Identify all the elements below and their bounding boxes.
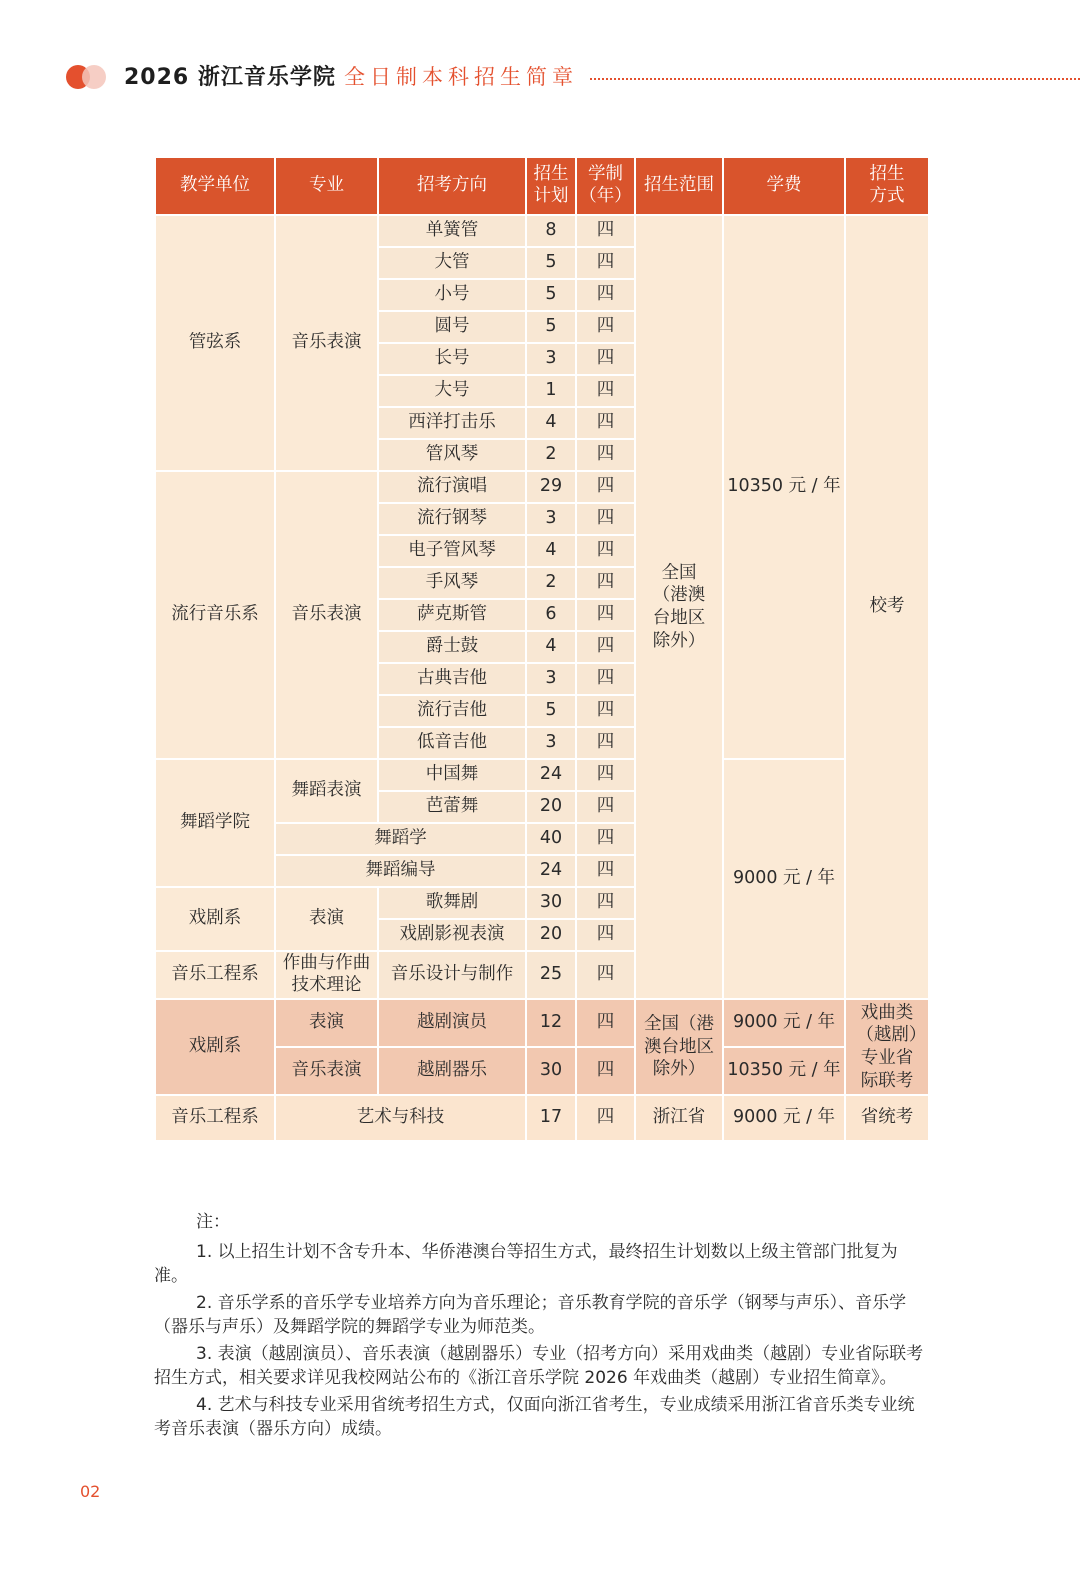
scope-text: 全国（港澳台地区除外） <box>652 562 706 651</box>
years-cell: 四 <box>576 471 635 503</box>
plan-cell: 24 <box>526 759 576 791</box>
major-cell: 舞蹈表演 <box>275 759 378 823</box>
years-cell: 四 <box>576 823 635 855</box>
direction-cell: 越剧器乐 <box>378 1047 526 1095</box>
major-cell: 音乐表演 <box>275 215 378 471</box>
plan-cell: 4 <box>526 407 576 439</box>
direction-cell: 低音吉他 <box>378 727 526 759</box>
header-unit: 教学单位 <box>155 157 275 215</box>
fee-cell: 9000 元 / 年 <box>723 759 845 999</box>
plan-cell: 6 <box>526 599 576 631</box>
plan-cell: 5 <box>526 279 576 311</box>
direction-cell: 大号 <box>378 375 526 407</box>
major-cell: 艺术与科技 <box>275 1095 526 1141</box>
direction-cell: 越剧演员 <box>378 999 526 1047</box>
direction-cell: 小号 <box>378 279 526 311</box>
years-cell: 四 <box>576 503 635 535</box>
years-cell: 四 <box>576 919 635 951</box>
fee-cell: 10350 元 / 年 <box>723 1047 845 1095</box>
header-fee: 学费 <box>723 157 845 215</box>
plan-cell: 12 <box>526 999 576 1047</box>
major-cell: 舞蹈编导 <box>275 855 526 887</box>
method-cell: 校考 <box>845 215 929 999</box>
note-item: 1. 以上招生计划不含专升本、华侨港澳台等招生方式，最终招生计划数以上级主管部门批复为准。 <box>154 1242 898 1286</box>
unit-cell: 管弦系 <box>155 215 275 471</box>
plan-cell: 17 <box>526 1095 576 1141</box>
direction-cell: 戏剧影视表演 <box>378 919 526 951</box>
note-item: 4. 艺术与科技专业采用省统考招生方式，仅面向浙江省考生，专业成绩采用浙江省音乐类专业统考音乐表演（器乐方向）成绩。 <box>154 1395 915 1439</box>
direction-cell: 管风琴 <box>378 439 526 471</box>
direction-cell: 单簧管 <box>378 215 526 247</box>
plan-cell: 20 <box>526 791 576 823</box>
years-cell: 四 <box>576 663 635 695</box>
plan-cell: 40 <box>526 823 576 855</box>
unit-cell: 戏剧系 <box>155 887 275 951</box>
scope-cell <box>635 999 723 1095</box>
header-title: 2026 浙江音乐学院 <box>124 65 336 90</box>
plan-cell: 25 <box>526 951 576 999</box>
header-dotted-line <box>590 78 1080 80</box>
years-cell: 四 <box>576 311 635 343</box>
years-cell: 四 <box>576 695 635 727</box>
unit-cell: 舞蹈学院 <box>155 759 275 887</box>
header-scope: 招生范围 <box>635 157 723 215</box>
notes-section <box>154 1210 928 1444</box>
years-cell: 四 <box>576 855 635 887</box>
years-cell: 四 <box>576 247 635 279</box>
plan-cell: 30 <box>526 887 576 919</box>
major-cell: 表演 <box>275 887 378 951</box>
plan-cell: 8 <box>526 215 576 247</box>
method-cell <box>845 999 929 1095</box>
direction-cell: 中国舞 <box>378 759 526 791</box>
years-cell: 四 <box>576 599 635 631</box>
direction-cell: 古典吉他 <box>378 663 526 695</box>
years-cell: 四 <box>576 1047 635 1095</box>
direction-cell: 手风琴 <box>378 567 526 599</box>
header-major: 专业 <box>275 157 378 215</box>
years-cell: 四 <box>576 279 635 311</box>
plan-cell: 3 <box>526 727 576 759</box>
direction-cell: 长号 <box>378 343 526 375</box>
years-cell: 四 <box>576 791 635 823</box>
years-cell: 四 <box>576 535 635 567</box>
direction-cell: 流行吉他 <box>378 695 526 727</box>
direction-cell: 西洋打击乐 <box>378 407 526 439</box>
unit-cell: 音乐工程系 <box>155 951 275 999</box>
direction-cell: 萨克斯管 <box>378 599 526 631</box>
plan-cell: 4 <box>526 535 576 567</box>
direction-cell: 大管 <box>378 247 526 279</box>
major-cell: 舞蹈学 <box>275 823 526 855</box>
direction-cell: 芭蕾舞 <box>378 791 526 823</box>
scope-cell <box>635 215 723 999</box>
page-header <box>62 58 1080 98</box>
header-method: 招生 方式 <box>845 157 929 215</box>
plan-cell: 3 <box>526 663 576 695</box>
fee-cell: 9000 元 / 年 <box>723 999 845 1047</box>
years-cell: 四 <box>576 1095 635 1141</box>
notes-heading: 注： <box>196 1212 230 1232</box>
plan-cell: 3 <box>526 503 576 535</box>
years-cell: 四 <box>576 343 635 375</box>
unit-cell: 音乐工程系 <box>155 1095 275 1141</box>
years-cell: 四 <box>576 999 635 1047</box>
table-row <box>155 999 929 1047</box>
method-text: 戏曲类（越剧）专业省际联考 <box>856 1002 918 1091</box>
years-cell: 四 <box>576 887 635 919</box>
major-cell: 音乐表演 <box>275 1047 378 1095</box>
fee-cell: 9000 元 / 年 <box>723 1095 845 1141</box>
scope-text: 全国（港澳台地区除外） <box>644 1013 714 1080</box>
plan-cell: 5 <box>526 311 576 343</box>
years-cell: 四 <box>576 567 635 599</box>
table-row <box>155 759 929 791</box>
enrollment-table <box>154 156 930 1142</box>
years-cell: 四 <box>576 631 635 663</box>
major-cell: 表演 <box>275 999 378 1047</box>
table-row <box>155 1095 929 1141</box>
plan-cell: 3 <box>526 343 576 375</box>
plan-cell: 2 <box>526 439 576 471</box>
plan-cell: 24 <box>526 855 576 887</box>
plan-cell: 29 <box>526 471 576 503</box>
direction-cell: 流行演唱 <box>378 471 526 503</box>
years-cell: 四 <box>576 951 635 999</box>
plan-cell: 1 <box>526 375 576 407</box>
years-cell: 四 <box>576 215 635 247</box>
years-cell: 四 <box>576 439 635 471</box>
plan-cell: 20 <box>526 919 576 951</box>
years-cell: 四 <box>576 407 635 439</box>
direction-cell: 音乐设计与制作 <box>378 951 526 999</box>
plan-cell: 5 <box>526 247 576 279</box>
direction-cell: 圆号 <box>378 311 526 343</box>
plan-cell: 30 <box>526 1047 576 1095</box>
direction-cell: 爵士鼓 <box>378 631 526 663</box>
plan-cell: 2 <box>526 567 576 599</box>
major-text: 作曲与作曲技术理论 <box>282 953 371 995</box>
years-cell: 四 <box>576 375 635 407</box>
note-item: 3. 表演（越剧演员）、音乐表演（越剧器乐）专业（招考方向）采用戏曲类（越剧）专业省际联考招生方式，相关要求详见我校网站公布的《浙江音乐学院 2026 年戏曲类（越剧）专业招生简章》。 <box>154 1344 924 1388</box>
method-cell: 省统考 <box>845 1095 929 1141</box>
unit-cell: 流行音乐系 <box>155 471 275 759</box>
direction-cell: 歌舞剧 <box>378 887 526 919</box>
plan-cell: 4 <box>526 631 576 663</box>
header-subtitle: 全日制本科招生简章 <box>344 65 578 89</box>
page-number: 02 <box>80 1482 101 1501</box>
scope-cell: 浙江省 <box>635 1095 723 1141</box>
header-plan: 招生 计划 <box>526 157 576 215</box>
years-cell: 四 <box>576 727 635 759</box>
header-dot-icon-light <box>82 65 106 89</box>
years-cell: 四 <box>576 759 635 791</box>
direction-cell: 电子管风琴 <box>378 535 526 567</box>
direction-cell: 流行钢琴 <box>378 503 526 535</box>
major-cell: 音乐表演 <box>275 471 378 759</box>
major-cell <box>275 951 378 999</box>
unit-cell: 戏剧系 <box>155 999 275 1095</box>
header-direction: 招考方向 <box>378 157 526 215</box>
plan-cell: 5 <box>526 695 576 727</box>
table-header-row <box>155 157 929 215</box>
table-row <box>155 215 929 247</box>
note-item: 2. 音乐学系的音乐学专业培养方向为音乐理论；音乐教育学院的音乐学（钢琴与声乐）、音乐学（器乐与声乐）及舞蹈学院的舞蹈学专业为师范类。 <box>154 1293 907 1337</box>
fee-cell: 10350 元 / 年 <box>723 215 845 759</box>
header-years: 学制 （年） <box>576 157 635 215</box>
